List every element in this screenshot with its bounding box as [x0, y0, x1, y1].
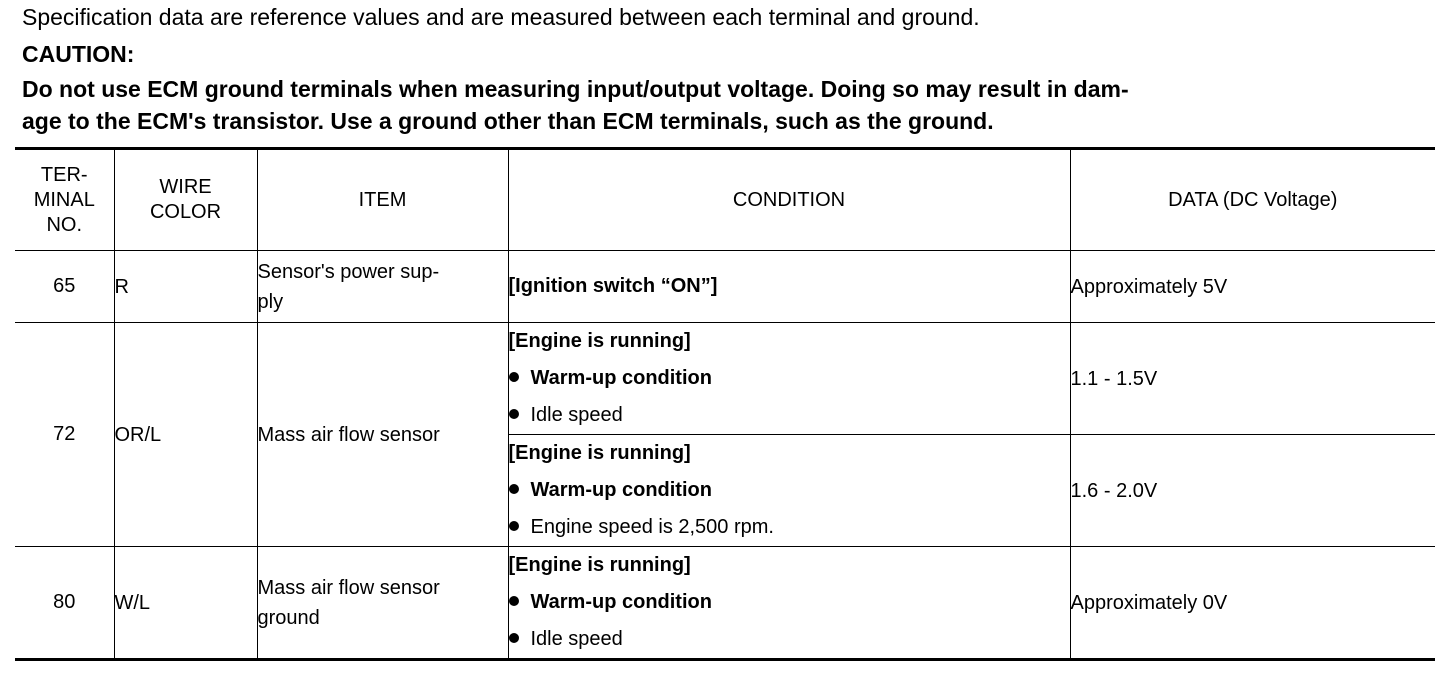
- condition-bullet-text: Idle speed: [530, 404, 623, 426]
- bullet-icon: [509, 409, 519, 419]
- condition-bullet-text: Engine speed is 2,500 rpm.: [530, 516, 774, 538]
- bullet-icon: [509, 596, 519, 606]
- condition-bullet-text: Warm-up condition: [530, 479, 712, 501]
- condition-head: [Ignition switch “ON”]: [508, 275, 718, 297]
- header-terminal: [15, 149, 114, 251]
- item-cell: [257, 547, 508, 660]
- condition-bullet: [509, 397, 1070, 434]
- data-cell: Approximately 0V: [1070, 547, 1435, 660]
- condition-head: [Engine is running]: [508, 554, 691, 576]
- terminal-cell: 80: [15, 547, 114, 660]
- terminal-cell: 65: [15, 251, 114, 323]
- item-line: Mass air flow sensor: [257, 576, 440, 599]
- condition-cell: [508, 251, 1070, 323]
- condition-cell: [508, 547, 1070, 660]
- item-line: Sensor's power sup-: [257, 260, 440, 283]
- caution-line: age to the ECM's transistor. Use a ground other than ECM terminals, such as the ground.: [22, 108, 994, 134]
- header-row: [15, 149, 1435, 251]
- data-cell: 1.1 - 1.5V: [1070, 323, 1435, 435]
- item-cell: Mass air flow sensor: [257, 323, 508, 547]
- table-row: [15, 323, 1435, 435]
- table-row: [15, 251, 1435, 323]
- spec-table: [15, 147, 1435, 661]
- header-item: ITEM: [257, 149, 508, 251]
- table-row: [15, 547, 1435, 660]
- header-terminal-line: MINAL: [33, 188, 95, 211]
- header-terminal-line: NO.: [46, 213, 83, 236]
- bullet-icon: [509, 484, 519, 494]
- bullet-icon: [509, 521, 519, 531]
- header-wire-line: COLOR: [149, 201, 222, 223]
- condition-bullet: [509, 360, 1070, 397]
- header-terminal-line: TER-: [40, 163, 88, 186]
- condition-bullet: [509, 621, 1070, 658]
- condition-bullet-text: Idle speed: [530, 628, 623, 650]
- wire-color-cell: W/L: [114, 547, 257, 660]
- wire-color-cell: OR/L: [114, 323, 257, 547]
- condition-head: [Engine is running]: [508, 442, 691, 464]
- condition-head: [Engine is running]: [508, 330, 691, 352]
- condition-bullet-text: Warm-up condition: [530, 591, 712, 613]
- header-condition: CONDITION: [508, 149, 1070, 251]
- condition-cell: [508, 435, 1070, 547]
- item-line: ground: [257, 606, 320, 629]
- wire-color-cell: R: [114, 251, 257, 323]
- data-cell: Approximately 5V: [1070, 251, 1435, 323]
- bullet-icon: [509, 633, 519, 643]
- condition-cell: [508, 323, 1070, 435]
- caution-line: Do not use ECM ground terminals when measuring input/output voltage. Doing so may result in dam-: [22, 76, 1129, 102]
- item-cell: [257, 251, 508, 323]
- terminal-cell: 72: [15, 323, 114, 547]
- header-wire-line: WIRE: [159, 176, 212, 198]
- header-wire-color: [114, 149, 257, 251]
- intro-text: Specification data are reference values and are measured between each terminal and ground.: [22, 4, 980, 30]
- caution-text: [22, 73, 1437, 137]
- bullet-icon: [509, 372, 519, 382]
- header-data: DATA (DC Voltage): [1070, 149, 1435, 251]
- data-cell: 1.6 - 2.0V: [1070, 435, 1435, 547]
- condition-bullet: [509, 584, 1070, 621]
- condition-bullet: [509, 509, 1070, 546]
- item-line: ply: [257, 290, 284, 313]
- condition-bullet-text: Warm-up condition: [530, 367, 712, 389]
- caution-title: CAUTION:: [22, 41, 135, 67]
- condition-bullet: [509, 472, 1070, 509]
